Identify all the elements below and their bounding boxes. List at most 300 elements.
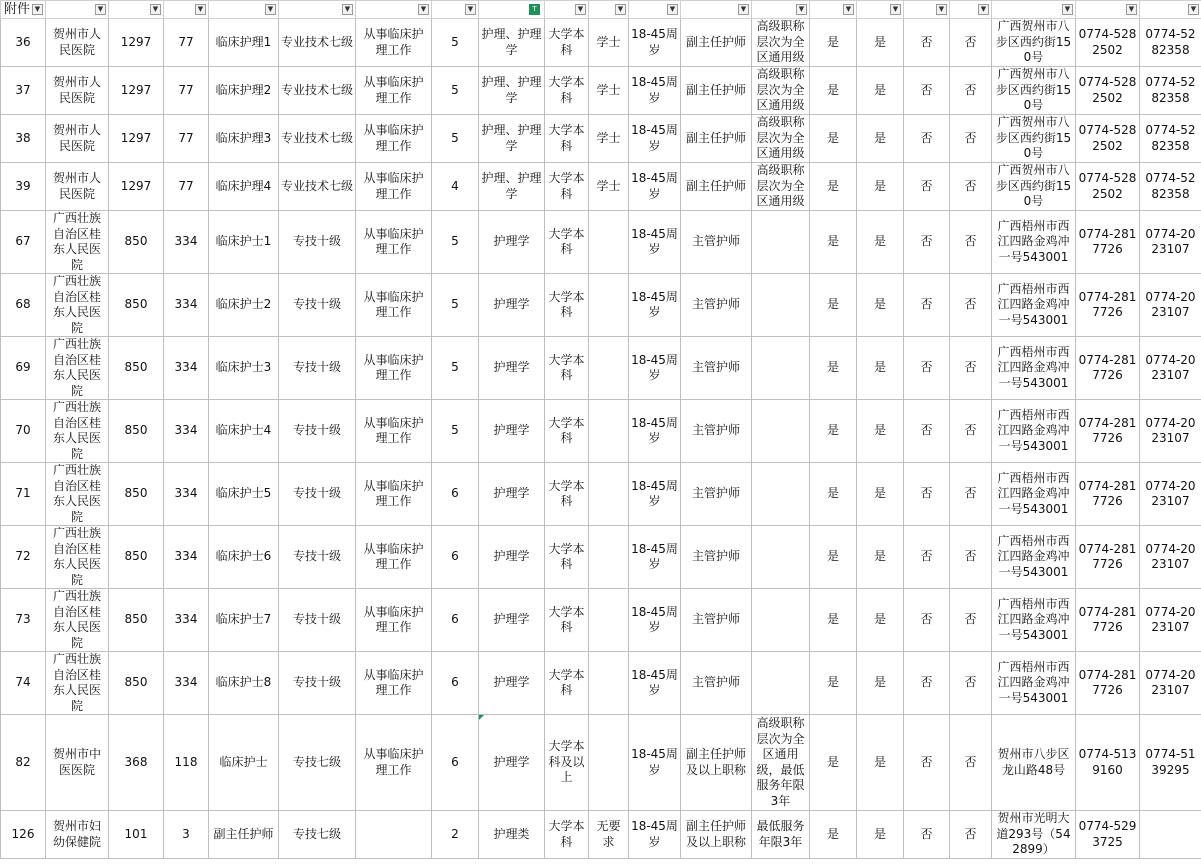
flag-cell-3[interactable]: 否 — [904, 526, 950, 589]
address-cell[interactable]: 广西贺州市八步区西约街150号 — [992, 163, 1076, 211]
education-cell[interactable]: 大学本科 — [545, 652, 589, 715]
post-name-cell[interactable]: 临床护士3 — [209, 337, 279, 400]
age-cell[interactable]: 18-45周岁 — [629, 715, 681, 811]
post-name-cell[interactable]: 临床护士6 — [209, 526, 279, 589]
address-cell[interactable]: 广西梧州市西江四路金鸡冲一号543001 — [992, 274, 1076, 337]
flag-cell-4[interactable]: 否 — [950, 115, 992, 163]
degree-cell[interactable]: 无要求 — [589, 811, 629, 859]
flag-cell-2[interactable]: 是 — [857, 115, 904, 163]
flag-cell-3[interactable]: 否 — [904, 811, 950, 859]
post-name-cell[interactable]: 临床护士5 — [209, 463, 279, 526]
table-row[interactable] — [1, 652, 1201, 715]
flag-cell-2[interactable]: 是 — [857, 274, 904, 337]
filter-dropdown-icon[interactable]: ▼ — [615, 4, 626, 15]
flag-cell-3[interactable]: 否 — [904, 589, 950, 652]
degree-cell[interactable] — [589, 211, 629, 274]
filter-dropdown-icon[interactable]: ▼ — [150, 4, 161, 15]
age-cell[interactable]: 18-45周岁 — [629, 19, 681, 67]
post-code-cell[interactable]: 334 — [164, 337, 209, 400]
table-row[interactable] — [1, 67, 1201, 115]
address-cell[interactable]: 广西梧州市西江四路金鸡冲一号543001 — [992, 463, 1076, 526]
phone-cell[interactable]: 0774-2817726 — [1076, 463, 1140, 526]
count-cell[interactable]: 6 — [432, 715, 479, 811]
other-cond-cell[interactable]: 高级职称层次为全区通用级 — [752, 67, 810, 115]
post-name-cell[interactable]: 临床护士2 — [209, 274, 279, 337]
seq-cell[interactable]: 38 — [1, 115, 46, 163]
degree-cell[interactable] — [589, 400, 629, 463]
other-cond-cell[interactable] — [752, 526, 810, 589]
title-cell[interactable]: 主管护师 — [681, 589, 752, 652]
post-code-cell[interactable]: 334 — [164, 211, 209, 274]
other-cond-cell[interactable]: 高级职称层次为全区通用级 — [752, 163, 810, 211]
filter-dropdown-icon[interactable]: ▼ — [1126, 4, 1137, 15]
degree-cell[interactable]: 学士 — [589, 67, 629, 115]
phone-cell[interactable]: 0774-5282502 — [1076, 115, 1140, 163]
phone-cell[interactable]: 0774-5282502 — [1076, 163, 1140, 211]
flag-cell-2[interactable]: 是 — [857, 19, 904, 67]
post-name-cell[interactable]: 临床护理2 — [209, 67, 279, 115]
other-cond-cell[interactable] — [752, 463, 810, 526]
unit-cell[interactable]: 广西壮族自治区桂东人民医院 — [46, 526, 109, 589]
flag-cell-1[interactable]: 是 — [810, 652, 857, 715]
phone-cell[interactable]: 0774-5282502 — [1076, 19, 1140, 67]
count-cell[interactable]: 6 — [432, 463, 479, 526]
post-level-cell[interactable]: 专业技术七级 — [279, 67, 356, 115]
post-code-cell[interactable]: 334 — [164, 274, 209, 337]
age-cell[interactable]: 18-45周岁 — [629, 400, 681, 463]
phone-cell[interactable]: 0774-2817726 — [1076, 652, 1140, 715]
filter-dropdown-icon[interactable]: ▼ — [265, 4, 276, 15]
flag-cell-1[interactable]: 是 — [810, 337, 857, 400]
post-name-cell[interactable]: 临床护士4 — [209, 400, 279, 463]
title-cell[interactable]: 主管护师 — [681, 400, 752, 463]
flag-cell-3[interactable]: 否 — [904, 715, 950, 811]
post-code-cell[interactable]: 77 — [164, 67, 209, 115]
post-name-cell[interactable]: 临床护士 — [209, 715, 279, 811]
title-cell[interactable]: 主管护师 — [681, 526, 752, 589]
filter-dropdown-icon[interactable]: ▼ — [95, 4, 106, 15]
post-code-cell[interactable]: 3 — [164, 811, 209, 859]
flag-cell-2[interactable]: 是 — [857, 400, 904, 463]
fax-cell[interactable]: 0774-5139295 — [1140, 715, 1201, 811]
education-cell[interactable]: 大学本科 — [545, 115, 589, 163]
flag-cell-3[interactable]: 否 — [904, 115, 950, 163]
education-cell[interactable]: 大学本科 — [545, 400, 589, 463]
flag-cell-4[interactable]: 否 — [950, 163, 992, 211]
fax-cell[interactable]: 0774-2023107 — [1140, 274, 1201, 337]
unit-cell[interactable]: 广西壮族自治区桂东人民医院 — [46, 274, 109, 337]
flag-cell-1[interactable]: 是 — [810, 463, 857, 526]
filter-dropdown-icon[interactable]: ▼ — [418, 4, 429, 15]
phone-cell[interactable]: 0774-2817726 — [1076, 274, 1140, 337]
post-level-cell[interactable]: 专业技术七级 — [279, 115, 356, 163]
flag-cell-3[interactable]: 否 — [904, 652, 950, 715]
degree-cell[interactable]: 学士 — [589, 115, 629, 163]
flag-cell-1[interactable]: 是 — [810, 19, 857, 67]
table-row[interactable] — [1, 400, 1201, 463]
table-row[interactable] — [1, 811, 1201, 859]
flag-cell-3[interactable]: 否 — [904, 211, 950, 274]
title-cell[interactable]: 主管护师 — [681, 652, 752, 715]
major-cell[interactable]: 护理学 — [479, 274, 545, 337]
education-cell[interactable]: 大学本科 — [545, 463, 589, 526]
title-cell[interactable]: 主管护师 — [681, 337, 752, 400]
post-name-cell[interactable]: 临床护理4 — [209, 163, 279, 211]
other-cond-cell[interactable] — [752, 400, 810, 463]
filter-dropdown-icon[interactable]: ▼ — [667, 4, 678, 15]
title-cell[interactable]: 副主任护师及以上职称 — [681, 715, 752, 811]
address-cell[interactable]: 广西梧州市西江四路金鸡冲一号543001 — [992, 337, 1076, 400]
post-code-cell[interactable]: 334 — [164, 652, 209, 715]
count-cell[interactable]: 5 — [432, 67, 479, 115]
flag-cell-1[interactable]: 是 — [810, 211, 857, 274]
duty-cell[interactable]: 从事临床护理工作 — [356, 163, 432, 211]
count-cell[interactable]: 6 — [432, 589, 479, 652]
seq-cell[interactable]: 126 — [1, 811, 46, 859]
flag-cell-4[interactable]: 否 — [950, 67, 992, 115]
age-cell[interactable]: 18-45周岁 — [629, 652, 681, 715]
filter-dropdown-icon[interactable]: ▼ — [738, 4, 749, 15]
degree-cell[interactable] — [589, 589, 629, 652]
unit-code-cell[interactable]: 1297 — [109, 163, 164, 211]
seq-cell[interactable]: 82 — [1, 715, 46, 811]
age-cell[interactable]: 18-45周岁 — [629, 337, 681, 400]
filter-dropdown-icon[interactable]: ▼ — [936, 4, 947, 15]
title-cell[interactable]: 主管护师 — [681, 211, 752, 274]
other-cond-cell[interactable]: 最低服务年限3年 — [752, 811, 810, 859]
unit-cell[interactable]: 贺州市人民医院 — [46, 19, 109, 67]
phone-cell[interactable]: 0774-2817726 — [1076, 400, 1140, 463]
education-cell[interactable]: 大学本科 — [545, 589, 589, 652]
count-cell[interactable]: 5 — [432, 274, 479, 337]
unit-cell[interactable]: 贺州市妇幼保健院 — [46, 811, 109, 859]
flag-cell-4[interactable]: 否 — [950, 526, 992, 589]
seq-cell[interactable]: 74 — [1, 652, 46, 715]
phone-cell[interactable]: 0774-2817726 — [1076, 211, 1140, 274]
duty-cell[interactable]: 从事临床护理工作 — [356, 274, 432, 337]
post-name-cell[interactable]: 临床护士1 — [209, 211, 279, 274]
flag-cell-4[interactable]: 否 — [950, 715, 992, 811]
unit-code-cell[interactable]: 850 — [109, 400, 164, 463]
age-cell[interactable]: 18-45周岁 — [629, 463, 681, 526]
major-cell[interactable]: 护理学 — [479, 337, 545, 400]
flag-cell-1[interactable]: 是 — [810, 163, 857, 211]
unit-code-cell[interactable]: 368 — [109, 715, 164, 811]
unit-code-cell[interactable]: 850 — [109, 589, 164, 652]
unit-code-cell[interactable]: 850 — [109, 337, 164, 400]
age-cell[interactable]: 18-45周岁 — [629, 163, 681, 211]
post-level-cell[interactable]: 专技十级 — [279, 274, 356, 337]
flag-cell-3[interactable]: 否 — [904, 163, 950, 211]
post-level-cell[interactable]: 专技十级 — [279, 400, 356, 463]
fax-cell[interactable]: 0774-2023107 — [1140, 526, 1201, 589]
table-row[interactable] — [1, 274, 1201, 337]
unit-cell[interactable]: 广西壮族自治区桂东人民医院 — [46, 589, 109, 652]
unit-cell[interactable]: 广西壮族自治区桂东人民医院 — [46, 463, 109, 526]
post-code-cell[interactable]: 118 — [164, 715, 209, 811]
education-cell[interactable]: 大学本科 — [545, 19, 589, 67]
flag-cell-1[interactable]: 是 — [810, 67, 857, 115]
post-name-cell[interactable]: 临床护士8 — [209, 652, 279, 715]
post-code-cell[interactable]: 334 — [164, 589, 209, 652]
flag-cell-1[interactable]: 是 — [810, 811, 857, 859]
flag-cell-3[interactable]: 否 — [904, 19, 950, 67]
degree-cell[interactable]: 学士 — [589, 163, 629, 211]
post-level-cell[interactable]: 专技十级 — [279, 589, 356, 652]
fax-cell[interactable]: 0774-2023107 — [1140, 463, 1201, 526]
major-cell[interactable]: 护理学 — [479, 589, 545, 652]
major-cell[interactable]: 护理、护理学 — [479, 19, 545, 67]
education-cell[interactable]: 大学本科 — [545, 163, 589, 211]
phone-cell[interactable]: 0774-2817726 — [1076, 526, 1140, 589]
post-code-cell[interactable]: 334 — [164, 526, 209, 589]
unit-code-cell[interactable]: 1297 — [109, 19, 164, 67]
unit-cell[interactable]: 广西壮族自治区桂东人民医院 — [46, 400, 109, 463]
flag-cell-1[interactable]: 是 — [810, 715, 857, 811]
other-cond-cell[interactable] — [752, 337, 810, 400]
fax-cell[interactable]: 0774-5282358 — [1140, 67, 1201, 115]
seq-cell[interactable]: 68 — [1, 274, 46, 337]
filter-dropdown-icon[interactable]: ▼ — [796, 4, 807, 15]
education-cell[interactable]: 大学本科 — [545, 211, 589, 274]
table-row[interactable] — [1, 19, 1201, 67]
major-cell[interactable]: 护理类 — [479, 811, 545, 859]
address-cell[interactable]: 广西梧州市西江四路金鸡冲一号543001 — [992, 589, 1076, 652]
seq-cell[interactable]: 67 — [1, 211, 46, 274]
fax-cell[interactable]: 0774-5282358 — [1140, 163, 1201, 211]
address-cell[interactable]: 广西贺州市八步区西约街150号 — [992, 19, 1076, 67]
post-code-cell[interactable]: 77 — [164, 163, 209, 211]
degree-cell[interactable] — [589, 652, 629, 715]
duty-cell[interactable]: 从事临床护理工作 — [356, 19, 432, 67]
filter-dropdown-icon[interactable]: ▼ — [32, 4, 43, 15]
post-code-cell[interactable]: 334 — [164, 463, 209, 526]
table-row[interactable] — [1, 589, 1201, 652]
other-cond-cell[interactable] — [752, 589, 810, 652]
age-cell[interactable]: 18-45周岁 — [629, 211, 681, 274]
seq-cell[interactable]: 70 — [1, 400, 46, 463]
major-cell[interactable]: 护理学 — [479, 715, 545, 811]
other-cond-cell[interactable]: 高级职称层次为全区通用级，最低服务年限3年 — [752, 715, 810, 811]
address-cell[interactable]: 广西梧州市西江四路金鸡冲一号543001 — [992, 211, 1076, 274]
duty-cell[interactable]: 从事临床护理工作 — [356, 526, 432, 589]
unit-code-cell[interactable]: 850 — [109, 526, 164, 589]
duty-cell[interactable]: 从事临床护理工作 — [356, 115, 432, 163]
address-cell[interactable]: 广西梧州市西江四路金鸡冲一号543001 — [992, 652, 1076, 715]
fax-cell[interactable]: 0774-2023107 — [1140, 400, 1201, 463]
education-cell[interactable]: 大学本科 — [545, 526, 589, 589]
education-cell[interactable]: 大学本科及以上 — [545, 715, 589, 811]
major-cell[interactable]: 护理学 — [479, 211, 545, 274]
age-cell[interactable]: 18-45周岁 — [629, 274, 681, 337]
duty-cell[interactable]: 从事临床护理工作 — [356, 211, 432, 274]
title-cell[interactable]: 副主任护师 — [681, 67, 752, 115]
other-cond-cell[interactable]: 高级职称层次为全区通用级 — [752, 115, 810, 163]
major-cell[interactable]: 护理学 — [479, 526, 545, 589]
unit-cell[interactable]: 贺州市人民医院 — [46, 115, 109, 163]
count-cell[interactable]: 5 — [432, 211, 479, 274]
fax-cell[interactable]: 0774-5282358 — [1140, 19, 1201, 67]
seq-cell[interactable]: 69 — [1, 337, 46, 400]
post-name-cell[interactable]: 临床护士7 — [209, 589, 279, 652]
major-cell[interactable]: 护理、护理学 — [479, 115, 545, 163]
unit-code-cell[interactable]: 1297 — [109, 115, 164, 163]
seq-cell[interactable]: 72 — [1, 526, 46, 589]
count-cell[interactable]: 4 — [432, 163, 479, 211]
flag-cell-1[interactable]: 是 — [810, 115, 857, 163]
active-filter-icon[interactable]: T — [529, 4, 540, 15]
post-level-cell[interactable]: 专技七级 — [279, 715, 356, 811]
phone-cell[interactable]: 0774-2817726 — [1076, 337, 1140, 400]
major-cell[interactable]: 护理、护理学 — [479, 67, 545, 115]
fax-cell[interactable]: 0774-2023107 — [1140, 652, 1201, 715]
unit-code-cell[interactable]: 1297 — [109, 67, 164, 115]
flag-cell-1[interactable]: 是 — [810, 274, 857, 337]
age-cell[interactable]: 18-45周岁 — [629, 589, 681, 652]
count-cell[interactable]: 5 — [432, 19, 479, 67]
flag-cell-2[interactable]: 是 — [857, 211, 904, 274]
flag-cell-1[interactable]: 是 — [810, 400, 857, 463]
flag-cell-1[interactable]: 是 — [810, 589, 857, 652]
education-cell[interactable]: 大学本科 — [545, 274, 589, 337]
unit-code-cell[interactable]: 101 — [109, 811, 164, 859]
duty-cell[interactable]: 从事临床护理工作 — [356, 715, 432, 811]
filter-dropdown-icon[interactable]: ▼ — [890, 4, 901, 15]
post-name-cell[interactable]: 临床护理1 — [209, 19, 279, 67]
flag-cell-4[interactable]: 否 — [950, 463, 992, 526]
flag-cell-2[interactable]: 是 — [857, 163, 904, 211]
seq-cell[interactable]: 37 — [1, 67, 46, 115]
title-cell[interactable]: 副主任护师及以上职称 — [681, 811, 752, 859]
duty-cell[interactable] — [356, 811, 432, 859]
degree-cell[interactable] — [589, 463, 629, 526]
table-row[interactable] — [1, 115, 1201, 163]
fax-cell[interactable]: 0774-5282358 — [1140, 115, 1201, 163]
age-cell[interactable]: 18-45周岁 — [629, 811, 681, 859]
flag-cell-1[interactable]: 是 — [810, 526, 857, 589]
flag-cell-3[interactable]: 否 — [904, 463, 950, 526]
fax-cell[interactable] — [1140, 811, 1201, 859]
filter-dropdown-icon[interactable]: ▼ — [195, 4, 206, 15]
major-cell[interactable]: 护理、护理学 — [479, 163, 545, 211]
education-cell[interactable]: 大学本科 — [545, 811, 589, 859]
seq-cell[interactable]: 36 — [1, 19, 46, 67]
seq-cell[interactable]: 73 — [1, 589, 46, 652]
filter-dropdown-icon[interactable]: ▼ — [575, 4, 586, 15]
unit-code-cell[interactable]: 850 — [109, 652, 164, 715]
degree-cell[interactable] — [589, 274, 629, 337]
table-row[interactable] — [1, 463, 1201, 526]
other-cond-cell[interactable]: 高级职称层次为全区通用级 — [752, 19, 810, 67]
flag-cell-3[interactable]: 否 — [904, 337, 950, 400]
age-cell[interactable]: 18-45周岁 — [629, 115, 681, 163]
count-cell[interactable]: 6 — [432, 526, 479, 589]
address-cell[interactable]: 广西贺州市八步区西约街150号 — [992, 67, 1076, 115]
degree-cell[interactable] — [589, 337, 629, 400]
flag-cell-4[interactable]: 否 — [950, 19, 992, 67]
unit-code-cell[interactable]: 850 — [109, 211, 164, 274]
unit-cell[interactable]: 贺州市中医医院 — [46, 715, 109, 811]
address-cell[interactable]: 贺州市八步区龙山路48号 — [992, 715, 1076, 811]
flag-cell-2[interactable]: 是 — [857, 652, 904, 715]
address-cell[interactable]: 贺州市光明大道293号（542899） — [992, 811, 1076, 859]
fax-cell[interactable]: 0774-2023107 — [1140, 211, 1201, 274]
address-cell[interactable]: 广西贺州市八步区西约街150号 — [992, 115, 1076, 163]
seq-cell[interactable]: 71 — [1, 463, 46, 526]
duty-cell[interactable]: 从事临床护理工作 — [356, 463, 432, 526]
post-level-cell[interactable]: 专技七级 — [279, 811, 356, 859]
major-cell[interactable]: 护理学 — [479, 652, 545, 715]
other-cond-cell[interactable] — [752, 274, 810, 337]
other-cond-cell[interactable] — [752, 652, 810, 715]
post-name-cell[interactable]: 副主任护师 — [209, 811, 279, 859]
post-name-cell[interactable]: 临床护理3 — [209, 115, 279, 163]
education-cell[interactable]: 大学本科 — [545, 337, 589, 400]
degree-cell[interactable] — [589, 715, 629, 811]
flag-cell-4[interactable]: 否 — [950, 274, 992, 337]
duty-cell[interactable]: 从事临床护理工作 — [356, 67, 432, 115]
age-cell[interactable]: 18-45周岁 — [629, 67, 681, 115]
count-cell[interactable]: 6 — [432, 652, 479, 715]
table-row[interactable] — [1, 337, 1201, 400]
post-code-cell[interactable]: 334 — [164, 400, 209, 463]
phone-cell[interactable]: 0774-5282502 — [1076, 67, 1140, 115]
unit-cell[interactable]: 广西壮族自治区桂东人民医院 — [46, 652, 109, 715]
flag-cell-3[interactable]: 否 — [904, 67, 950, 115]
education-cell[interactable]: 大学本科 — [545, 67, 589, 115]
title-cell[interactable]: 副主任护师 — [681, 115, 752, 163]
flag-cell-2[interactable]: 是 — [857, 337, 904, 400]
table-row[interactable] — [1, 526, 1201, 589]
flag-cell-2[interactable]: 是 — [857, 589, 904, 652]
other-cond-cell[interactable] — [752, 211, 810, 274]
major-cell[interactable]: 护理学 — [479, 400, 545, 463]
address-cell[interactable]: 广西梧州市西江四路金鸡冲一号543001 — [992, 400, 1076, 463]
duty-cell[interactable]: 从事临床护理工作 — [356, 589, 432, 652]
post-code-cell[interactable]: 77 — [164, 115, 209, 163]
phone-cell[interactable]: 0774-2817726 — [1076, 589, 1140, 652]
post-level-cell[interactable]: 专技十级 — [279, 463, 356, 526]
unit-code-cell[interactable]: 850 — [109, 274, 164, 337]
title-cell[interactable]: 副主任护师 — [681, 19, 752, 67]
flag-cell-2[interactable]: 是 — [857, 526, 904, 589]
title-cell[interactable]: 主管护师 — [681, 274, 752, 337]
flag-cell-3[interactable]: 否 — [904, 274, 950, 337]
flag-cell-4[interactable]: 否 — [950, 337, 992, 400]
post-code-cell[interactable]: 77 — [164, 19, 209, 67]
age-cell[interactable]: 18-45周岁 — [629, 526, 681, 589]
flag-cell-4[interactable]: 否 — [950, 589, 992, 652]
address-cell[interactable]: 广西梧州市西江四路金鸡冲一号543001 — [992, 526, 1076, 589]
flag-cell-4[interactable]: 否 — [950, 400, 992, 463]
filter-dropdown-icon[interactable]: ▼ — [1062, 4, 1073, 15]
post-level-cell[interactable]: 专技十级 — [279, 652, 356, 715]
table-row[interactable] — [1, 163, 1201, 211]
unit-cell[interactable]: 广西壮族自治区桂东人民医院 — [46, 337, 109, 400]
filter-dropdown-icon[interactable]: ▼ — [1188, 4, 1199, 15]
unit-code-cell[interactable]: 850 — [109, 463, 164, 526]
count-cell[interactable]: 2 — [432, 811, 479, 859]
filter-dropdown-icon[interactable]: ▼ — [843, 4, 854, 15]
unit-cell[interactable]: 广西壮族自治区桂东人民医院 — [46, 211, 109, 274]
phone-cell[interactable]: 0774-5139160 — [1076, 715, 1140, 811]
flag-cell-2[interactable]: 是 — [857, 715, 904, 811]
unit-cell[interactable]: 贺州市人民医院 — [46, 67, 109, 115]
duty-cell[interactable]: 从事临床护理工作 — [356, 400, 432, 463]
title-cell[interactable]: 主管护师 — [681, 463, 752, 526]
seq-cell[interactable]: 39 — [1, 163, 46, 211]
table-row[interactable] — [1, 211, 1201, 274]
